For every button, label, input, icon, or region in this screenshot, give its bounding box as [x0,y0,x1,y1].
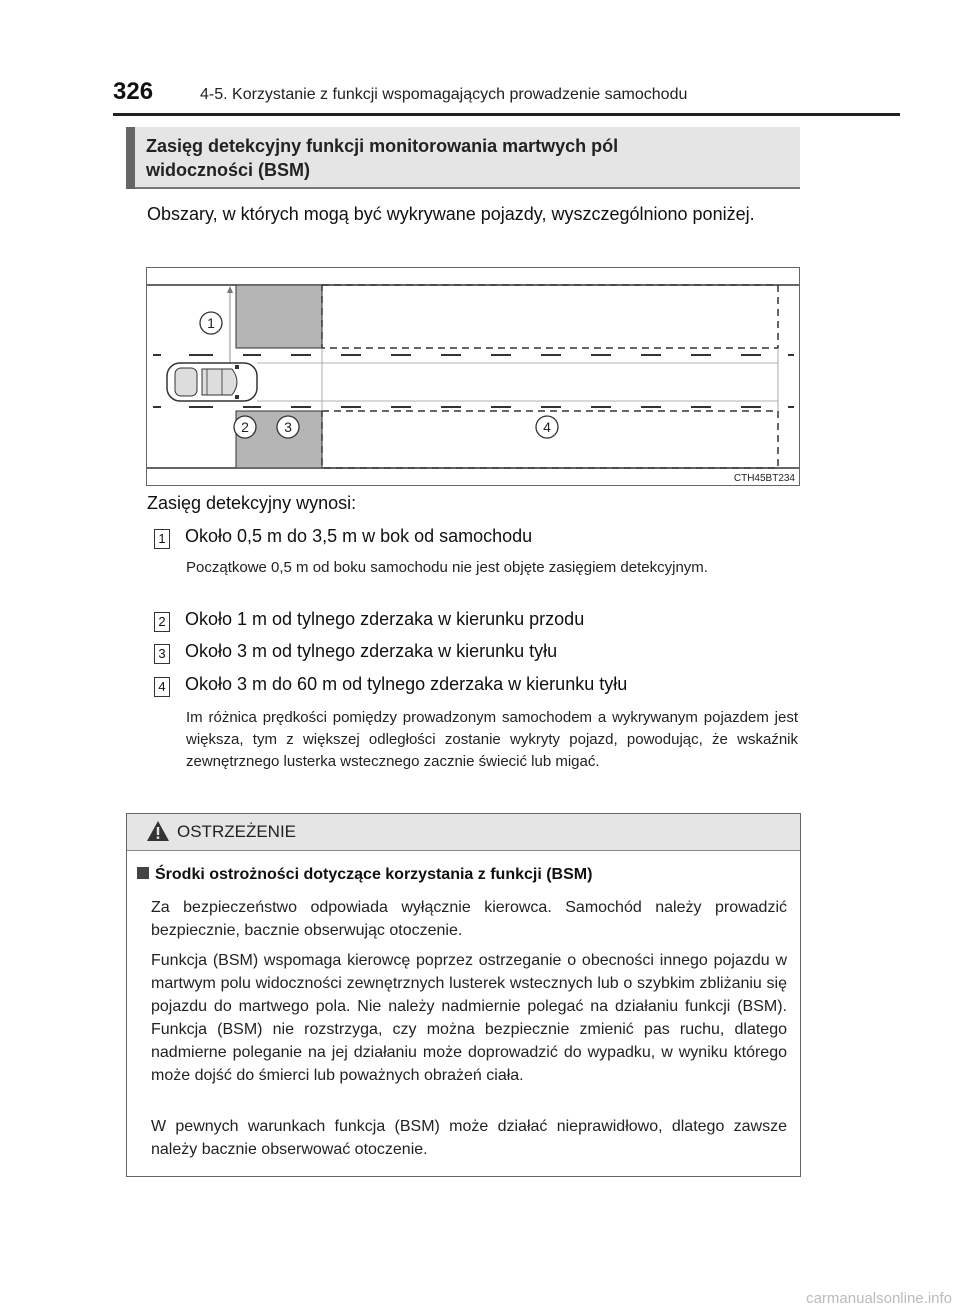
zone-shaded-top [236,285,322,348]
item-text: Około 3 m do 60 m od tylnego zderzaka w kierunku tyłu [185,674,628,694]
warning-paragraph-2: Funkcja (BSM) wspomaga kierowcę poprzez ostrzeganie o obecności innego pojazdu w martwym polu widoczności zewnętrznych lusterek wstecznych lub o szybkim zbliżaniu się pojazdu do martwego pola. Nie należy nadmiernie polegać na działaniu funkcji (BSM). Funkcja (BSM) nie rozstrzyga, czy można bezpiecznie zmienić pas ruchu, dlatego nadmierne poleganie na jej działaniu może doprowadzić do wypadku, w wyniku którego może dojść do śmierci lub poważnych obrażeń ciała. [151,952,787,1084]
car-top-view [167,363,257,401]
item-text: Około 3 m od tylnego zderzaka w kierunku tyłu [185,641,558,661]
callout-4 [536,416,558,438]
item-1-note: Początkowe 0,5 m od boku samochodu nie jest objęte zasięgiem detekcyjnym. [186,559,708,576]
warning-subtitle-text: Środki ostrożności dotyczące korzystania z funkcji (BSM) [155,866,593,883]
page-number: 326 [113,78,154,105]
item-4-note: Im różnica prędkości pomiędzy prowadzonym samochodem a wykrywanym pojazdem jest większa, tym z większej odległości zostanie wykryty pojazd, powodując, że wskaźnik zewnętrznego lusterka wstecznego zacznie świecić lub migać. [186,709,798,770]
warning-title: OSTRZEŻENIE [177,822,297,841]
item-number-box: 2 [154,612,170,632]
item-text: Około 1 m od tylnego zderzaka w kierunku przodu [185,609,585,629]
callout-4-label: 4 [543,419,551,435]
item-number-box: 1 [154,529,170,549]
section-heading [126,127,800,189]
warning-paragraph-1: Za bezpieczeństwo odpowiada wyłącznie kierowca. Samochód należy prowadzić bezpiecznie, bacznie obserwując otoczenie. [151,899,787,939]
callout-1-label: 1 [207,315,215,331]
diagram-code: CTH45BT234 [733,473,795,484]
warning-box [126,813,801,1177]
detection-range-diagram [146,267,800,486]
chapter-title: 4-5. Korzystanie z funkcji wspomagających prowadzenie samochodu [200,86,688,103]
section-title-line2: widoczności (BSM) [146,160,311,180]
section-title [146,134,786,182]
section-title-line1: Zasięg detekcyjny funkcji monitorowania martwych pól [146,136,619,156]
intro-paragraph: Obszary, w których mogą być wykrywane pojazdy, wyszczególniono poniżej. [147,204,755,224]
detection-diagram-svg [147,268,799,485]
callout-1 [200,312,222,334]
warning-subtitle [137,866,592,884]
item-text: Około 0,5 m do 3,5 m w bok od samochodu [185,526,533,546]
header-rule [113,113,900,116]
callout-3 [277,416,299,438]
range-label: Zasięg detekcyjny wynosi: [147,493,357,513]
zone-extended-top [322,285,778,348]
item-number-box: 3 [154,644,170,664]
footer-watermark-url: carmanualsonline.info [806,1290,952,1307]
callout-2-label: 2 [241,419,249,435]
warning-header [127,814,800,851]
callout-3-label: 3 [284,419,292,435]
warning-paragraph-3: W pewnych warunkach funkcja (BSM) może działać nieprawidłowo, dlatego zawsze należy bacznie obserwować otoczenie. [151,1118,787,1158]
square-bullet-icon [137,867,149,879]
callout-2 [234,416,256,438]
item-number-box: 4 [154,677,170,697]
section-heading-bar [126,127,135,189]
warning-triangle-icon [146,820,170,842]
